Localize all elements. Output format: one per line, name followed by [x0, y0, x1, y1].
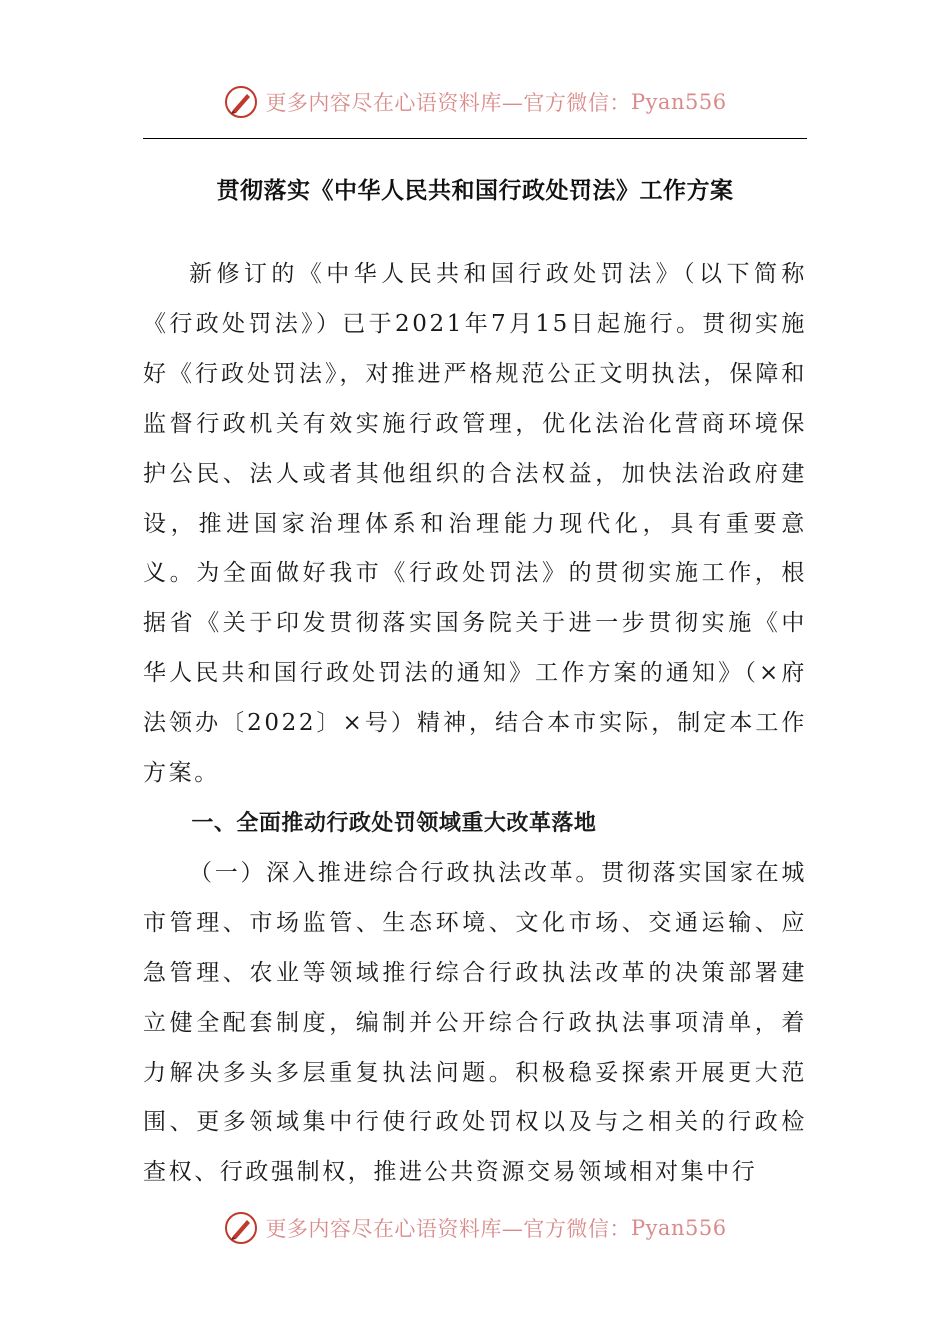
pen-logo-icon — [223, 84, 259, 120]
banner-text: 更多内容尽在心语资料库—官方微信： — [265, 91, 631, 115]
header-divider — [143, 138, 807, 139]
intro-paragraph: 新修订的《中华人民共和国行政处罚法》（以下简称《行政处罚法》）已于2021年7月15日起施行。贯彻实施好《行政处罚法》，对推进严格规范公正文明执法，保障和监督行政机关有效实施行政管理，优化法治化营商环境保护公民、法人或者其他组织的合法权益，加快法治政府建设，推进国家治理体系和治理能力现代化，具有重要意义。为全面做好我市《行政处罚法》的贯彻实施工作，根据省《关于印发贯彻落实国务院关于进一步贯彻实施《中华人民共和国行政处罚法的通知》工作方案的通知》（×府法领办〔2022〕×号）精神，结合本市实际，制定本工作方案。 — [143, 261, 807, 787]
footer-watermark-banner — [0, 1206, 950, 1250]
document-title: 贯彻落实《中华人民共和国行政处罚法》工作方案 — [216, 178, 734, 204]
pen-logo-icon — [223, 1210, 259, 1246]
banner-text: 更多内容尽在心语资料库—官方微信： — [265, 1217, 631, 1241]
document-body — [143, 250, 807, 1198]
section-heading: 一、全面推动行政处罚领域重大改革落地 — [191, 810, 597, 836]
header-watermark-banner — [0, 80, 950, 124]
banner-wechat-handle: Pyan556 — [630, 90, 727, 114]
section-paragraph: （一）深入推进综合行政执法改革。贯彻落实国家在城市管理、市场监管、生态环境、文化市场、交通运输、应急管理、农业等领域推行综合行政执法改革的决策部署建立健全配套制度，编制并公开综合行政执法事项清单，着力解决多头多层重复执法问题。积极稳妥探索开展更大范围、更多领域集中行使行政处罚权以及与之相关的行政检查权、行政强制权，推进公共资源交易领域相对集中行 — [143, 859, 807, 1186]
banner-wechat-handle: Pyan556 — [630, 1216, 727, 1240]
